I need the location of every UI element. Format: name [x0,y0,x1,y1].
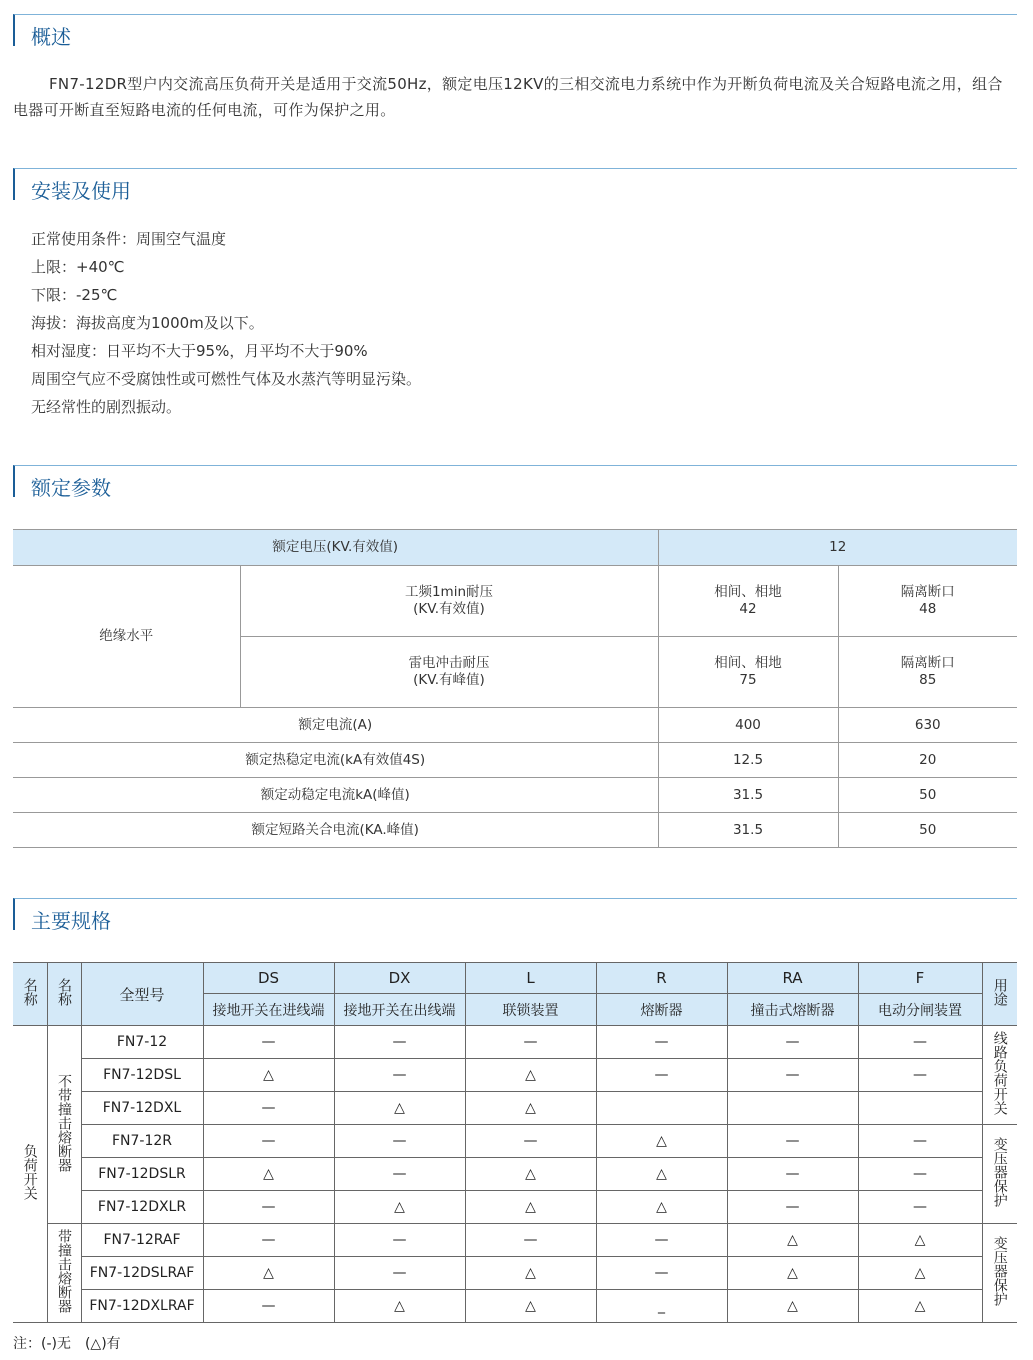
model-cell: FN7-12DXLR [81,1191,203,1224]
option-cell: △ [727,1290,858,1323]
option-cell: — [334,1224,465,1257]
specs-table [13,962,1017,1323]
group-cell: 变压器保护 [982,1125,1017,1224]
option-cell: △ [858,1224,982,1257]
option-cell: — [596,1224,727,1257]
option-cell: — [334,1158,465,1191]
option-cell: — [465,1026,596,1059]
option-cell: — [465,1125,596,1158]
code-ds: DS [203,963,334,994]
desc-ds: 接地开关在进线端 [203,994,334,1026]
model-cell: FN7-12 [81,1026,203,1059]
option-cell: △ [334,1191,465,1224]
option-cell: — [334,1125,465,1158]
option-cell: △ [596,1125,727,1158]
option-cell: △ [334,1092,465,1125]
option-cell: _ [596,1290,727,1323]
option-cell: — [858,1059,982,1092]
col-model: 全型号 [81,963,203,1026]
table-row [13,1257,1017,1290]
list-item: 周围空气应不受腐蚀性或可燃性气体及水蒸汽等明显污染。 [31,370,422,388]
code-f: F [858,963,982,994]
model-cell: FN7-12DXL [81,1092,203,1125]
option-cell: — [727,1026,858,1059]
option-cell: — [203,1191,334,1224]
section-install [13,168,1017,203]
group-cell: 变压器保护 [982,1224,1017,1323]
option-cell: △ [858,1290,982,1323]
option-cell: △ [203,1257,334,1290]
option-cell: — [858,1191,982,1224]
table-row: 额定短路关合电流(KA.峰值) 31.5 50 [13,813,1017,848]
table-note: 注：(-)无 (△)有 [13,1336,121,1352]
option-cell: — [203,1224,334,1257]
pf-iso: 隔离断口 48 [838,566,1017,637]
list-item: 正常使用条件：周围空气温度 [31,230,227,248]
li-iso: 隔离断口 85 [838,637,1017,708]
option-cell: — [858,1026,982,1059]
section-title: 额定参数 [31,476,111,500]
option-cell: △ [465,1290,596,1323]
model-cell: FN7-12RAF [81,1224,203,1257]
desc-ra: 撞击式熔断器 [727,994,858,1026]
table-row [13,1290,1017,1323]
table-row [13,1092,1017,1125]
section-title: 概述 [31,25,71,49]
model-cell: FN7-12R [81,1125,203,1158]
option-cell: △ [203,1059,334,1092]
code-ra: RA [727,963,858,994]
desc-f: 电动分闸装置 [858,994,982,1026]
option-cell: △ [465,1059,596,1092]
table-row: 额定动稳定电流kA(峰值) 31.5 50 [13,778,1017,813]
option-cell: — [203,1290,334,1323]
option-cell: — [334,1059,465,1092]
option-cell: — [858,1158,982,1191]
table-row: 额定电流(A) 400 630 [13,708,1017,743]
model-cell: FN7-12DSLRAF [81,1257,203,1290]
col-name1: 名称 [13,963,47,1026]
option-cell: — [858,1125,982,1158]
option-cell: — [727,1059,858,1092]
option-cell: — [596,1059,727,1092]
option-cell: — [465,1224,596,1257]
table-row [13,1125,1017,1158]
col-use: 用途 [982,963,1017,1026]
option-cell: △ [727,1257,858,1290]
table-row [13,1059,1017,1092]
option-cell [727,1092,858,1125]
option-cell: — [727,1158,858,1191]
option-cell: — [203,1092,334,1125]
li-phase: 相间、相地 75 [658,637,838,708]
desc-l: 联锁装置 [465,994,596,1026]
group-cell: 不带撞击熔断器 [47,1026,81,1224]
model-cell: FN7-12DSLR [81,1158,203,1191]
option-cell: — [727,1125,858,1158]
rated-voltage-value: 12 [658,530,1017,566]
list-item: 无经常性的剧烈振动。 [31,398,182,416]
pf-phase: 相间、相地 42 [658,566,838,637]
group-cell: 带撞击熔断器 [47,1224,81,1323]
code-dx: DX [334,963,465,994]
option-cell: △ [858,1257,982,1290]
install-list [31,225,421,421]
model-cell: FN7-12DXLRAF [81,1290,203,1323]
option-cell: △ [465,1158,596,1191]
option-cell: — [596,1026,727,1059]
pf-label: 工频1min耐压 (KV.有效值) [240,566,658,637]
option-cell: — [727,1191,858,1224]
option-cell [858,1092,982,1125]
params-table [13,529,1017,848]
table-row [13,1026,1017,1059]
option-cell [596,1092,727,1125]
option-cell: — [596,1257,727,1290]
section-title: 安装及使用 [31,179,131,203]
option-cell: △ [203,1158,334,1191]
option-cell: — [203,1125,334,1158]
rated-voltage-label: 额定电压(KV.有效值) [13,530,658,566]
section-specs [13,898,1017,933]
list-item: 上限：+40℃ [31,258,125,276]
insulation-label: 绝缘水平 [13,566,240,708]
option-cell: — [334,1026,465,1059]
section-overview [13,14,1017,49]
code-r: R [596,963,727,994]
option-cell: △ [465,1092,596,1125]
code-l: L [465,963,596,994]
option-cell: — [334,1257,465,1290]
desc-r: 熔断器 [596,994,727,1026]
desc-dx: 接地开关在出线端 [334,994,465,1026]
list-item: 下限：-25℃ [31,286,118,304]
option-cell: △ [596,1191,727,1224]
overview-text: FN7-12DR型户内交流高压负荷开关是适用于交流50Hz，额定电压12KV的三相交流电力系统中作为开断负荷电流及关合短路电流之用，组合电器可开断直至短路电流的任何电流，可作为保护之用。 [13,75,1003,119]
table-row: 额定热稳定电流(kA有效值4S) 12.5 20 [13,743,1017,778]
li-label: 雷电冲击耐压 (KV.有峰值) [240,637,658,708]
table-row [13,1158,1017,1191]
option-cell: △ [334,1290,465,1323]
model-cell: FN7-12DSL [81,1059,203,1092]
option-cell: △ [727,1224,858,1257]
option-cell: — [203,1026,334,1059]
col-name2: 名称 [47,963,81,1026]
table-row [13,1191,1017,1224]
section-title: 主要规格 [31,909,111,933]
table-row [13,1224,1017,1257]
option-cell: △ [596,1158,727,1191]
section-params [13,465,1017,500]
group-cell: 负荷开关 [13,1026,47,1323]
list-item: 海拔：海拔高度为1000m及以下。 [31,314,264,332]
option-cell: △ [465,1191,596,1224]
list-item: 相对湿度：日平均不大于95%，月平均不大于90% [31,342,368,360]
option-cell: △ [465,1257,596,1290]
group-cell: 线路负荷开关 [982,1026,1017,1125]
